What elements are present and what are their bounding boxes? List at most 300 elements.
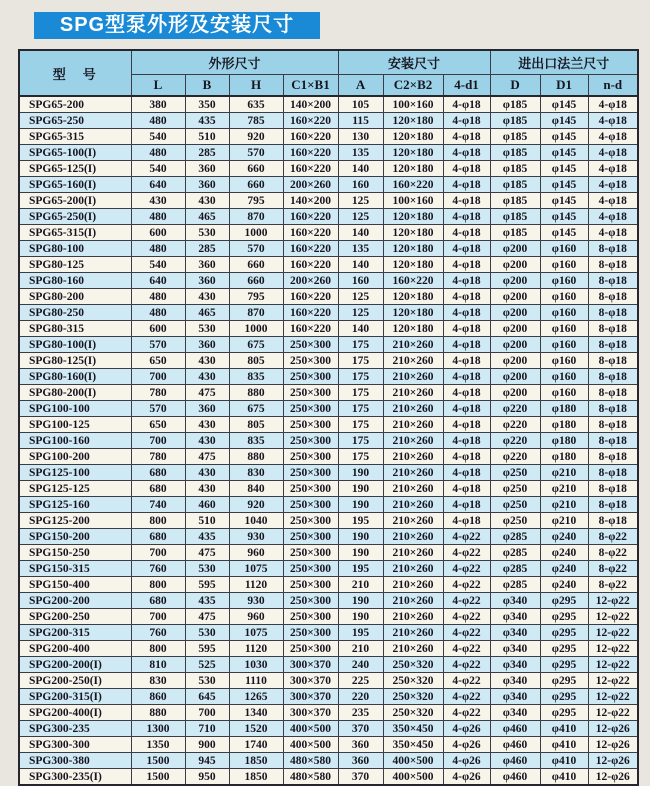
value-cell: 880 — [229, 385, 283, 401]
value-cell: 4-φ18 — [443, 129, 490, 145]
value-cell: φ160 — [540, 353, 588, 369]
value-cell: 160×220 — [283, 257, 338, 273]
value-cell: φ220 — [490, 401, 540, 417]
value-cell: 360 — [185, 401, 229, 417]
value-cell: 430 — [185, 417, 229, 433]
value-cell: φ250 — [490, 465, 540, 481]
value-cell: 360 — [185, 161, 229, 177]
table-row — [19, 497, 638, 513]
value-cell: 8-φ18 — [588, 241, 638, 257]
value-cell: 175 — [338, 449, 383, 465]
value-cell: 160×220 — [283, 241, 338, 257]
table-row — [19, 369, 638, 385]
value-cell: 840 — [229, 481, 283, 497]
value-cell: 805 — [229, 417, 283, 433]
value-cell: 430 — [131, 193, 185, 209]
value-cell: φ200 — [490, 321, 540, 337]
value-cell: 12-φ26 — [588, 721, 638, 737]
model-cell: SPG200-315(I) — [19, 689, 131, 705]
value-cell: 1500 — [131, 769, 185, 786]
value-cell: 4-φ18 — [443, 113, 490, 129]
value-cell: 1075 — [229, 625, 283, 641]
value-cell: 570 — [229, 241, 283, 257]
value-cell: φ210 — [540, 513, 588, 529]
table-row — [19, 673, 638, 689]
value-cell: 250×300 — [283, 337, 338, 353]
value-cell: 210×260 — [383, 401, 443, 417]
table-row — [19, 545, 638, 561]
value-cell: 195 — [338, 513, 383, 529]
value-cell: 540 — [131, 129, 185, 145]
value-cell: φ295 — [540, 657, 588, 673]
value-cell: φ240 — [540, 529, 588, 545]
value-cell: 12-φ22 — [588, 625, 638, 641]
model-cell: SPG200-200(I) — [19, 657, 131, 673]
value-cell: 675 — [229, 401, 283, 417]
column-header-h: H — [229, 74, 283, 96]
value-cell: φ200 — [490, 369, 540, 385]
model-cell: SPG65-315(I) — [19, 225, 131, 241]
value-cell: φ160 — [540, 385, 588, 401]
value-cell: 250×300 — [283, 433, 338, 449]
value-cell: φ145 — [540, 96, 588, 113]
value-cell: 1350 — [131, 737, 185, 753]
value-cell: φ160 — [540, 241, 588, 257]
value-cell: 645 — [185, 689, 229, 705]
value-cell: 190 — [338, 609, 383, 625]
value-cell: 4-φ18 — [443, 481, 490, 497]
value-cell: 1030 — [229, 657, 283, 673]
value-cell: 530 — [185, 625, 229, 641]
value-cell: 12-φ22 — [588, 673, 638, 689]
model-cell: SPG100-100 — [19, 401, 131, 417]
value-cell: 430 — [185, 465, 229, 481]
value-cell: 4-φ22 — [443, 641, 490, 657]
value-cell: 350×450 — [383, 721, 443, 737]
value-cell: 220 — [338, 689, 383, 705]
value-cell: 4-φ18 — [443, 145, 490, 161]
table-row — [19, 561, 638, 577]
value-cell: 175 — [338, 401, 383, 417]
value-cell: 4-φ18 — [443, 257, 490, 273]
value-cell: 140 — [338, 225, 383, 241]
value-cell: φ185 — [490, 145, 540, 161]
model-cell: SPG150-200 — [19, 529, 131, 545]
value-cell: 465 — [185, 305, 229, 321]
value-cell: 210×260 — [383, 593, 443, 609]
value-cell: 250×300 — [283, 545, 338, 561]
value-cell: 300×370 — [283, 689, 338, 705]
value-cell: φ210 — [540, 465, 588, 481]
table-row — [19, 625, 638, 641]
value-cell: 210×260 — [383, 529, 443, 545]
value-cell: 160×220 — [283, 161, 338, 177]
value-cell: 250×300 — [283, 609, 338, 625]
value-cell: 660 — [229, 273, 283, 289]
value-cell: φ185 — [490, 96, 540, 113]
value-cell: 250×300 — [283, 561, 338, 577]
value-cell: 120×180 — [383, 241, 443, 257]
value-cell: 140 — [338, 161, 383, 177]
model-cell: SPG125-200 — [19, 513, 131, 529]
table-row — [19, 657, 638, 673]
value-cell: 475 — [185, 609, 229, 625]
model-cell: SPG100-200 — [19, 449, 131, 465]
table-row — [19, 769, 638, 786]
value-cell: 210×260 — [383, 577, 443, 593]
value-cell: φ160 — [540, 257, 588, 273]
table-row — [19, 481, 638, 497]
value-cell: 530 — [185, 673, 229, 689]
value-cell: 4-φ18 — [443, 385, 490, 401]
value-cell: 4-φ18 — [443, 193, 490, 209]
value-cell: 350 — [185, 96, 229, 113]
model-cell: SPG150-315 — [19, 561, 131, 577]
value-cell: 360 — [185, 337, 229, 353]
value-cell: 400×500 — [383, 753, 443, 769]
value-cell: 4-φ18 — [443, 209, 490, 225]
model-cell: SPG65-200 — [19, 96, 131, 113]
model-cell: SPG80-100(I) — [19, 337, 131, 353]
value-cell: 240 — [338, 657, 383, 673]
value-cell: φ180 — [540, 433, 588, 449]
value-cell: φ340 — [490, 673, 540, 689]
value-cell: 120×180 — [383, 113, 443, 129]
value-cell: 4-φ18 — [588, 209, 638, 225]
value-cell: 190 — [338, 593, 383, 609]
value-cell: 400×500 — [383, 769, 443, 786]
value-cell: φ185 — [490, 113, 540, 129]
value-cell: φ220 — [490, 433, 540, 449]
value-cell: 595 — [185, 641, 229, 657]
table-row — [19, 753, 638, 769]
value-cell: 285 — [185, 241, 229, 257]
column-header-l: L — [131, 74, 185, 96]
value-cell: 700 — [131, 609, 185, 625]
value-cell: 250×300 — [283, 465, 338, 481]
value-cell: 8-φ18 — [588, 257, 638, 273]
value-cell: 250×300 — [283, 401, 338, 417]
value-cell: 480 — [131, 241, 185, 257]
table-row — [19, 641, 638, 657]
model-cell: SPG80-315 — [19, 321, 131, 337]
value-cell: 210×260 — [383, 641, 443, 657]
value-cell: φ340 — [490, 625, 540, 641]
value-cell: 160×220 — [283, 289, 338, 305]
value-cell: 100×160 — [383, 96, 443, 113]
value-cell: 880 — [131, 705, 185, 721]
value-cell: φ180 — [540, 417, 588, 433]
table-row — [19, 401, 638, 417]
value-cell: 1000 — [229, 321, 283, 337]
value-cell: 660 — [229, 161, 283, 177]
value-cell: 4-φ18 — [443, 513, 490, 529]
value-cell: 760 — [131, 561, 185, 577]
value-cell: 160×220 — [283, 225, 338, 241]
value-cell: φ200 — [490, 289, 540, 305]
value-cell: 700 — [185, 705, 229, 721]
value-cell: φ200 — [490, 337, 540, 353]
value-cell: 8-φ18 — [588, 481, 638, 497]
column-group-flange-dimensions: 进出口法兰尺寸 — [490, 50, 638, 74]
value-cell: 210×260 — [383, 417, 443, 433]
table-row — [19, 193, 638, 209]
value-cell: 525 — [185, 657, 229, 673]
value-cell: 380 — [131, 96, 185, 113]
value-cell: 210×260 — [383, 497, 443, 513]
value-cell: 700 — [131, 545, 185, 561]
value-cell: 430 — [185, 353, 229, 369]
value-cell: 120×180 — [383, 257, 443, 273]
model-cell: SPG80-125(I) — [19, 353, 131, 369]
value-cell: 210×260 — [383, 337, 443, 353]
column-header-model: 型 号 — [19, 50, 131, 96]
value-cell: 930 — [229, 529, 283, 545]
table-body — [19, 96, 638, 785]
table-row — [19, 721, 638, 737]
value-cell: 960 — [229, 545, 283, 561]
value-cell: φ285 — [490, 561, 540, 577]
value-cell: φ145 — [540, 209, 588, 225]
value-cell: 800 — [131, 513, 185, 529]
table-row — [19, 257, 638, 273]
model-cell: SPG150-250 — [19, 545, 131, 561]
value-cell: φ200 — [490, 257, 540, 273]
model-cell: SPG300-235(I) — [19, 769, 131, 786]
value-cell: φ210 — [540, 481, 588, 497]
model-cell: SPG300-300 — [19, 737, 131, 753]
value-cell: 950 — [185, 769, 229, 786]
value-cell: 540 — [131, 257, 185, 273]
value-cell: 210×260 — [383, 385, 443, 401]
value-cell: 480 — [131, 305, 185, 321]
table-row — [19, 129, 638, 145]
value-cell: φ295 — [540, 625, 588, 641]
value-cell: φ180 — [540, 449, 588, 465]
value-cell: 8-φ22 — [588, 561, 638, 577]
value-cell: 190 — [338, 545, 383, 561]
value-cell: φ145 — [540, 161, 588, 177]
value-cell: 160×220 — [283, 129, 338, 145]
value-cell: 4-φ22 — [443, 689, 490, 705]
value-cell: 4-φ18 — [443, 321, 490, 337]
value-cell: φ460 — [490, 769, 540, 786]
table-row — [19, 321, 638, 337]
value-cell: φ295 — [540, 689, 588, 705]
value-cell: 160×220 — [283, 305, 338, 321]
value-cell: 210×260 — [383, 545, 443, 561]
value-cell: 120×180 — [383, 321, 443, 337]
value-cell: 1300 — [131, 721, 185, 737]
value-cell: 360 — [185, 177, 229, 193]
value-cell: 1110 — [229, 673, 283, 689]
value-cell: 8-φ22 — [588, 577, 638, 593]
value-cell: 120×180 — [383, 209, 443, 225]
value-cell: 200×260 — [283, 273, 338, 289]
value-cell: 700 — [131, 369, 185, 385]
value-cell: φ185 — [490, 177, 540, 193]
value-cell: 475 — [185, 385, 229, 401]
value-cell: 125 — [338, 209, 383, 225]
value-cell: 4-φ22 — [443, 705, 490, 721]
value-cell: 120×180 — [383, 305, 443, 321]
value-cell: φ145 — [540, 113, 588, 129]
value-cell: 4-φ18 — [588, 193, 638, 209]
value-cell: 210×260 — [383, 353, 443, 369]
value-cell: φ285 — [490, 545, 540, 561]
column-header-c1xb1: C1×B1 — [283, 74, 338, 96]
value-cell: φ185 — [490, 225, 540, 241]
value-cell: 210×260 — [383, 513, 443, 529]
value-cell: φ285 — [490, 529, 540, 545]
page-title: SPG型泵外形及安装尺寸 — [34, 12, 320, 39]
value-cell: 805 — [229, 353, 283, 369]
model-cell: SPG80-160 — [19, 273, 131, 289]
value-cell: 800 — [131, 577, 185, 593]
value-cell: 480 — [131, 113, 185, 129]
model-cell: SPG65-200(I) — [19, 193, 131, 209]
table-header — [19, 50, 638, 96]
value-cell: 175 — [338, 385, 383, 401]
model-cell: SPG300-235 — [19, 721, 131, 737]
value-cell: 250×300 — [283, 417, 338, 433]
table-row — [19, 737, 638, 753]
value-cell: φ145 — [540, 145, 588, 161]
value-cell: 8-φ18 — [588, 433, 638, 449]
value-cell: 4-φ18 — [443, 401, 490, 417]
value-cell: 4-φ18 — [588, 225, 638, 241]
value-cell: φ460 — [490, 737, 540, 753]
value-cell: 300×370 — [283, 673, 338, 689]
value-cell: 100×160 — [383, 193, 443, 209]
value-cell: 250×300 — [283, 529, 338, 545]
value-cell: φ340 — [490, 593, 540, 609]
value-cell: 210×260 — [383, 465, 443, 481]
value-cell: φ295 — [540, 609, 588, 625]
value-cell: φ200 — [490, 273, 540, 289]
value-cell: 140×200 — [283, 193, 338, 209]
column-header-a: A — [338, 74, 383, 96]
value-cell: 8-φ22 — [588, 545, 638, 561]
value-cell: 4-φ18 — [443, 433, 490, 449]
value-cell: 12-φ22 — [588, 641, 638, 657]
value-cell: 12-φ22 — [588, 593, 638, 609]
value-cell: φ340 — [490, 705, 540, 721]
value-cell: 135 — [338, 145, 383, 161]
value-cell: 4-φ22 — [443, 545, 490, 561]
column-header-n-d: n-d — [588, 74, 638, 96]
value-cell: 160 — [338, 177, 383, 193]
column-header-c2xb2: C2×B2 — [383, 74, 443, 96]
value-cell: 595 — [185, 577, 229, 593]
value-cell: 1740 — [229, 737, 283, 753]
value-cell: 4-φ22 — [443, 673, 490, 689]
value-cell: 835 — [229, 369, 283, 385]
value-cell: 400×500 — [283, 721, 338, 737]
value-cell: 1850 — [229, 769, 283, 786]
value-cell: φ460 — [490, 721, 540, 737]
table-row — [19, 225, 638, 241]
value-cell: 210×260 — [383, 625, 443, 641]
model-cell: SPG80-100 — [19, 241, 131, 257]
value-cell: 4-φ18 — [443, 273, 490, 289]
value-cell: 795 — [229, 193, 283, 209]
table-row — [19, 96, 638, 113]
value-cell: 635 — [229, 96, 283, 113]
value-cell: φ200 — [490, 385, 540, 401]
model-cell: SPG200-200 — [19, 593, 131, 609]
table-row — [19, 209, 638, 225]
value-cell: φ410 — [540, 753, 588, 769]
value-cell: 760 — [131, 625, 185, 641]
value-cell: 4-φ22 — [443, 529, 490, 545]
value-cell: 4-φ18 — [443, 289, 490, 305]
value-cell: φ200 — [490, 305, 540, 321]
value-cell: 250×300 — [283, 593, 338, 609]
value-cell: 360 — [185, 273, 229, 289]
model-cell: SPG100-125 — [19, 417, 131, 433]
value-cell: 785 — [229, 113, 283, 129]
value-cell: 250×300 — [283, 513, 338, 529]
value-cell: 175 — [338, 337, 383, 353]
value-cell: 4-φ18 — [588, 177, 638, 193]
header-group-row — [19, 50, 638, 74]
value-cell: 475 — [185, 449, 229, 465]
column-header-4-d1: 4-d1 — [443, 74, 490, 96]
value-cell: φ185 — [490, 129, 540, 145]
value-cell: 175 — [338, 369, 383, 385]
value-cell: 135 — [338, 241, 383, 257]
model-cell: SPG200-315 — [19, 625, 131, 641]
model-cell: SPG200-250(I) — [19, 673, 131, 689]
value-cell: 4-φ18 — [443, 417, 490, 433]
column-header-d1: D1 — [540, 74, 588, 96]
column-header-d: D — [490, 74, 540, 96]
value-cell: 210×260 — [383, 369, 443, 385]
table-row — [19, 241, 638, 257]
value-cell: 8-φ22 — [588, 529, 638, 545]
value-cell: 12-φ22 — [588, 609, 638, 625]
value-cell: 1120 — [229, 577, 283, 593]
value-cell: 510 — [185, 129, 229, 145]
value-cell: 660 — [229, 177, 283, 193]
value-cell: 8-φ18 — [588, 449, 638, 465]
value-cell: φ160 — [540, 305, 588, 321]
value-cell: φ240 — [540, 545, 588, 561]
value-cell: 285 — [185, 145, 229, 161]
value-cell: 4-φ22 — [443, 625, 490, 641]
model-cell: SPG200-250 — [19, 609, 131, 625]
value-cell: 880 — [229, 449, 283, 465]
value-cell: 530 — [185, 561, 229, 577]
table-row — [19, 705, 638, 721]
value-cell: 680 — [131, 593, 185, 609]
value-cell: 480 — [131, 209, 185, 225]
model-cell: SPG125-125 — [19, 481, 131, 497]
value-cell: 480×580 — [283, 769, 338, 786]
value-cell: φ200 — [490, 353, 540, 369]
value-cell: 530 — [185, 225, 229, 241]
model-cell: SPG100-160 — [19, 433, 131, 449]
column-group-install-dimensions: 安装尺寸 — [338, 50, 490, 74]
value-cell: 435 — [185, 593, 229, 609]
value-cell: 130 — [338, 129, 383, 145]
value-cell: 120×180 — [383, 145, 443, 161]
value-cell: 4-φ26 — [443, 753, 490, 769]
value-cell: 115 — [338, 113, 383, 129]
pump-dimensions-table — [18, 49, 639, 786]
value-cell: 210×260 — [383, 609, 443, 625]
